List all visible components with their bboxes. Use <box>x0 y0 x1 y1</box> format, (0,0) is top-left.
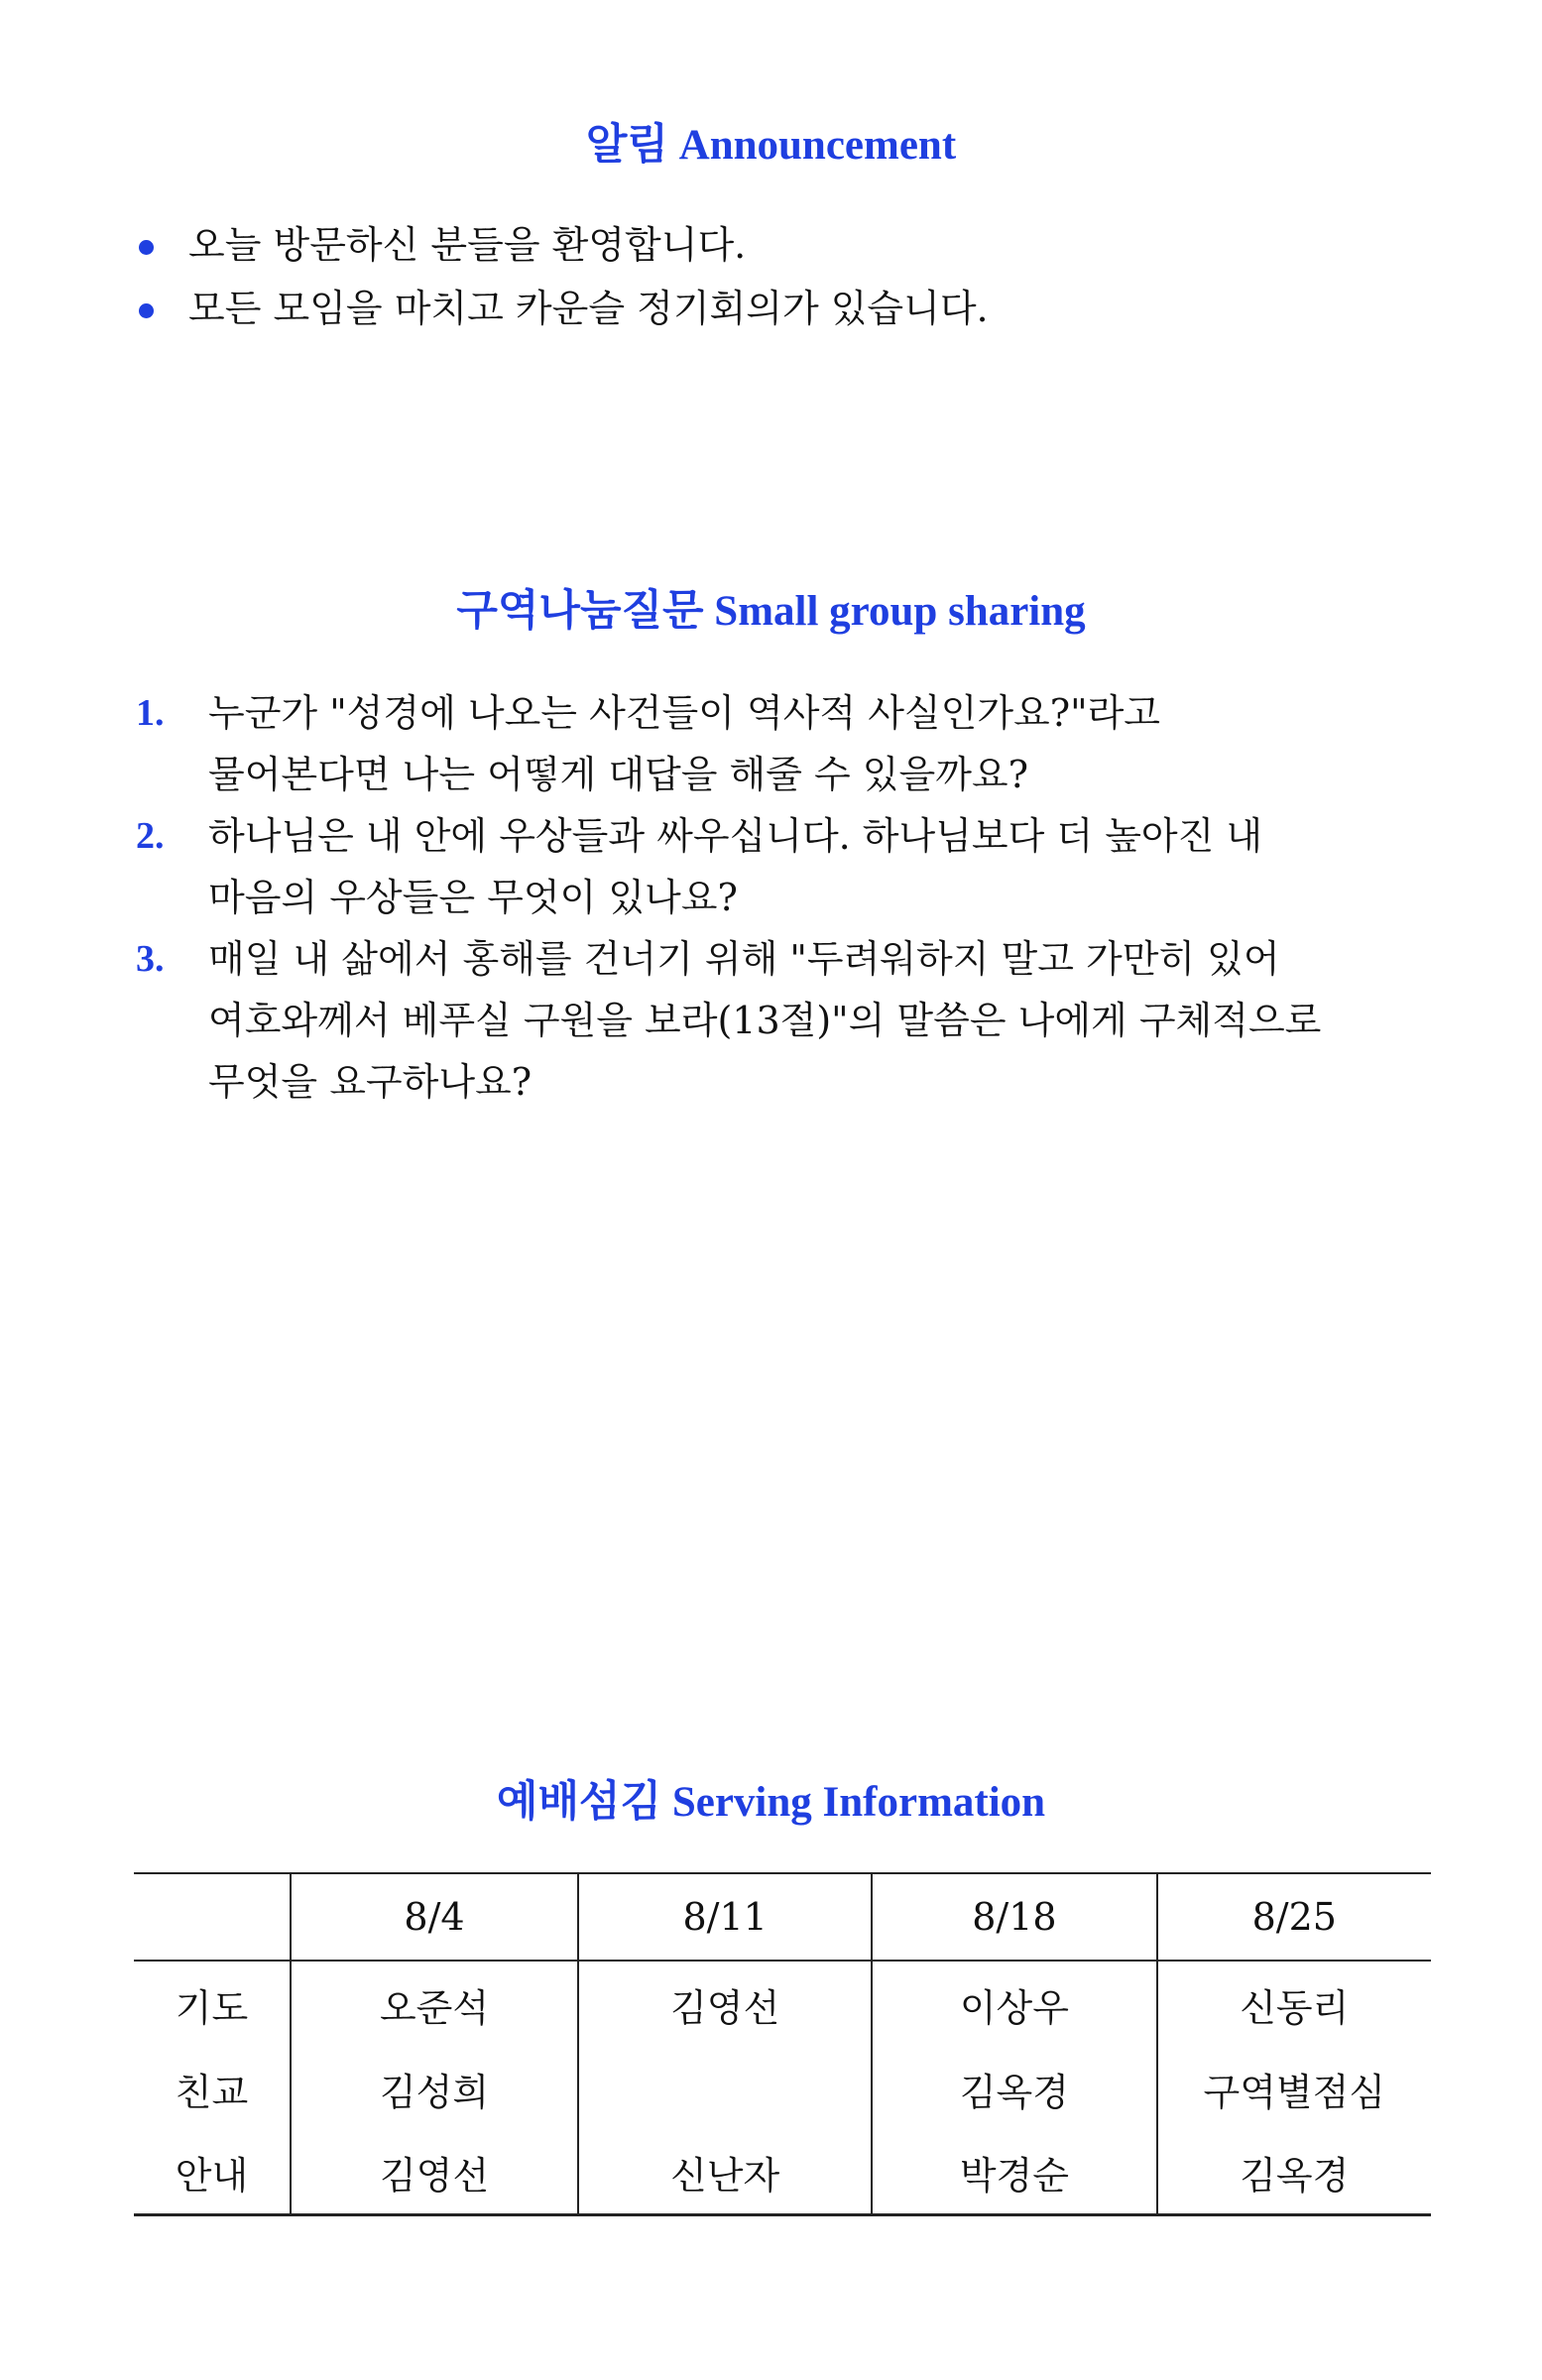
bullet-icon <box>139 303 154 318</box>
assignee-cell: 김영선 <box>291 2130 578 2215</box>
assignee-cell: 오준석 <box>291 1961 578 2047</box>
assignee-cell: 신동리 <box>1157 1961 1431 2047</box>
date-header: 8/11 <box>578 1873 872 1961</box>
corner-cell <box>134 1873 291 1961</box>
announcement-list <box>134 213 989 340</box>
serving-header-row <box>134 1873 1431 1961</box>
question-line: 물어본다면 나는 어떻게 대답을 해줄 수 있을까요? <box>208 753 1029 796</box>
assignee-cell <box>578 2047 872 2130</box>
announcement-item: 오늘 방문하신 분들을 환영합니다. <box>134 213 989 277</box>
question-line: 마음의 우상들은 무엇이 있나요? <box>208 876 738 919</box>
role-cell: 기도 <box>175 1985 249 2030</box>
question-item <box>134 682 1423 805</box>
assignee-cell: 김성희 <box>291 2047 578 2130</box>
question-line: 여호와께서 베푸실 구원을 보라(13절)"의 말씀은 나에게 구체적으로 <box>208 999 1322 1042</box>
assignee-cell: 김옥경 <box>872 2047 1156 2130</box>
question-line: 하나님은 내 안에 우상들과 싸우십니다. 하나님보다 더 높아진 내 <box>208 814 1263 858</box>
date-header: 8/25 <box>1157 1873 1431 1961</box>
role-cell: 안내 <box>175 2153 249 2198</box>
table-row <box>134 2130 1431 2215</box>
assignee-cell: 김영선 <box>578 1961 872 2047</box>
announcement-item: 모든 모임을 마치고 카운슬 정기회의가 있습니다. <box>134 277 989 340</box>
question-line: 누군가 "성경에 나오는 사건들이 역사적 사실인가요?"라고 <box>208 691 1161 735</box>
sharing-title: 구역나눔질문 Small group sharing <box>456 588 1086 635</box>
assignee-cell: 구역별점심 <box>1157 2047 1431 2130</box>
table-row <box>134 1961 1431 2047</box>
date-header: 8/18 <box>872 1873 1156 1961</box>
question-number: 3. <box>136 938 165 980</box>
question-line: 매일 내 삶에서 홍해를 건너기 위해 "두려워하지 말고 가만히 있어 <box>208 937 1280 981</box>
serving-title: 예배섬김 Serving Information <box>496 1779 1046 1826</box>
role-cell: 친교 <box>175 2070 249 2114</box>
announcement-title: 알림 Announcement <box>585 122 957 169</box>
assignee-cell: 김옥경 <box>1157 2130 1431 2215</box>
serving-table <box>134 1872 1431 2216</box>
assignee-cell: 신난자 <box>578 2130 872 2215</box>
date-header: 8/4 <box>291 1873 578 1961</box>
assignee-cell: 박경순 <box>872 2130 1156 2215</box>
assignee-cell: 이상우 <box>872 1961 1156 2047</box>
bullet-icon <box>139 240 154 255</box>
question-item <box>134 805 1423 928</box>
question-line: 무엇을 요구하나요? <box>208 1060 533 1104</box>
question-list <box>134 682 1423 1113</box>
question-number: 2. <box>136 815 165 857</box>
question-number: 1. <box>136 692 165 734</box>
question-item <box>134 928 1423 1113</box>
table-row <box>134 2047 1431 2130</box>
